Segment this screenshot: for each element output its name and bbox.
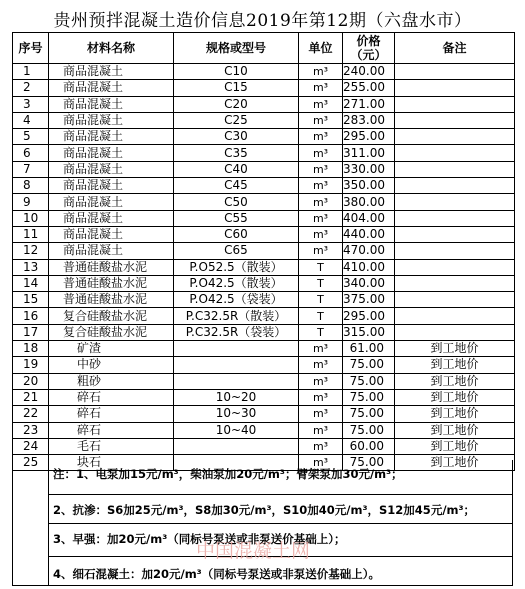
table-row [13, 389, 515, 405]
remark [395, 178, 515, 194]
price: 404.00 [343, 210, 395, 226]
table-row [13, 64, 515, 80]
specification: 10~40 [174, 422, 299, 438]
remark [395, 145, 515, 161]
remark: 到工地价 [395, 455, 515, 471]
specification: C35 [174, 145, 299, 161]
remark: 到工地价 [395, 357, 515, 373]
remark [395, 226, 515, 242]
row-number: 13 [13, 259, 49, 275]
price: 75.00 [343, 357, 395, 373]
remark [395, 259, 515, 275]
table-row [13, 129, 515, 145]
table-row [13, 145, 515, 161]
specification: C45 [174, 178, 299, 194]
table-row [13, 178, 515, 194]
remark: 到工地价 [395, 406, 515, 422]
row-number: 11 [13, 226, 49, 242]
row-number: 1 [13, 64, 49, 80]
notes-divider [48, 494, 513, 495]
row-number: 25 [13, 455, 49, 471]
remark: 到工地价 [395, 422, 515, 438]
specification: P.O52.5（散装） [174, 259, 299, 275]
price: 311.00 [343, 145, 395, 161]
price: 295.00 [343, 129, 395, 145]
table-row [13, 210, 515, 226]
unit: m³ [299, 194, 343, 210]
specification: P.O42.5（散装） [174, 275, 299, 291]
specification: C65 [174, 243, 299, 259]
unit: T [299, 275, 343, 291]
price: 240.00 [343, 64, 395, 80]
table-row [13, 161, 515, 177]
material-name: 商品混凝土 [49, 178, 174, 194]
row-number: 19 [13, 357, 49, 373]
specification: C15 [174, 80, 299, 96]
price: 60.00 [343, 438, 395, 454]
material-name: 毛石 [49, 438, 174, 454]
table-row [13, 308, 515, 324]
unit: T [299, 308, 343, 324]
specification [174, 357, 299, 373]
row-number: 15 [13, 292, 49, 308]
row-number: 8 [13, 178, 49, 194]
material-name: 矿渣 [49, 341, 174, 357]
material-name: 商品混凝土 [49, 243, 174, 259]
price-table [12, 32, 515, 471]
price: 75.00 [343, 389, 395, 405]
specification [174, 438, 299, 454]
row-number: 3 [13, 96, 49, 112]
material-name: 商品混凝土 [49, 145, 174, 161]
unit: m³ [299, 357, 343, 373]
table-row [13, 373, 515, 389]
material-name: 商品混凝土 [49, 161, 174, 177]
table-row [13, 226, 515, 242]
remark [395, 80, 515, 96]
unit: m³ [299, 80, 343, 96]
price: 380.00 [343, 194, 395, 210]
specification: 10~30 [174, 406, 299, 422]
note-fine-aggregate: 4、细石混凝土：加20元/m³（同标号泵送或非泵送价基础上）。 [53, 567, 380, 581]
material-name: 块石 [49, 455, 174, 471]
price: 440.00 [343, 226, 395, 242]
material-name: 商品混凝土 [49, 80, 174, 96]
table-row [13, 243, 515, 259]
table-row [13, 357, 515, 373]
material-name: 商品混凝土 [49, 210, 174, 226]
material-name: 商品混凝土 [49, 112, 174, 128]
specification: C50 [174, 194, 299, 210]
price: 340.00 [343, 275, 395, 291]
price: 470.00 [343, 243, 395, 259]
table-row [13, 438, 515, 454]
row-number: 14 [13, 275, 49, 291]
row-number: 24 [13, 438, 49, 454]
material-name: 商品混凝土 [49, 96, 174, 112]
table-body [13, 64, 515, 471]
price: 75.00 [343, 422, 395, 438]
table-row [13, 80, 515, 96]
unit: m³ [299, 210, 343, 226]
remark [395, 112, 515, 128]
row-number: 16 [13, 308, 49, 324]
remark: 到工地价 [395, 373, 515, 389]
material-name: 复合硅酸盐水泥 [49, 308, 174, 324]
row-number: 4 [13, 112, 49, 128]
unit: T [299, 324, 343, 340]
remark [395, 275, 515, 291]
header-price-line2: （元） [350, 48, 387, 62]
material-name: 普通硅酸盐水泥 [49, 259, 174, 275]
price: 271.00 [343, 96, 395, 112]
table-row [13, 96, 515, 112]
remark [395, 292, 515, 308]
specification: C30 [174, 129, 299, 145]
material-name: 商品混凝土 [49, 194, 174, 210]
material-name: 普通硅酸盐水泥 [49, 275, 174, 291]
table-row [13, 406, 515, 422]
specification: 10~20 [174, 389, 299, 405]
unit: m³ [299, 438, 343, 454]
price: 61.00 [343, 341, 395, 357]
specification [174, 373, 299, 389]
remark [395, 64, 515, 80]
material-name: 粗砂 [49, 373, 174, 389]
unit: m³ [299, 226, 343, 242]
table-row [13, 324, 515, 340]
material-name: 碎石 [49, 406, 174, 422]
note-impermeability: 2、抗渗：S6加25元/m³，S8加30元/m³，S10加40元/m³，S12加45元/m³； [53, 503, 476, 517]
table-header-row [13, 33, 515, 64]
row-number: 21 [13, 389, 49, 405]
unit: m³ [299, 422, 343, 438]
price: 375.00 [343, 292, 395, 308]
table-row [13, 422, 515, 438]
unit: m³ [299, 243, 343, 259]
specification: C55 [174, 210, 299, 226]
table-row [13, 112, 515, 128]
row-number: 7 [13, 161, 49, 177]
row-number: 18 [13, 341, 49, 357]
specification: P.C32.5R（散装） [174, 308, 299, 324]
row-number: 6 [13, 145, 49, 161]
header-price [343, 33, 395, 64]
specification [174, 341, 299, 357]
unit: m³ [299, 389, 343, 405]
remark: 到工地价 [395, 438, 515, 454]
remark: 到工地价 [395, 389, 515, 405]
row-number: 17 [13, 324, 49, 340]
specification: P.C32.5R（袋装） [174, 324, 299, 340]
unit: m³ [299, 64, 343, 80]
watermark-text: 中国混凝土网 [196, 540, 311, 562]
table-row [13, 259, 515, 275]
price: 315.00 [343, 324, 395, 340]
material-name: 中砂 [49, 357, 174, 373]
unit: m³ [299, 96, 343, 112]
price: 330.00 [343, 161, 395, 177]
header-note: 备注 [395, 33, 515, 64]
specification: P.O42.5（袋装） [174, 292, 299, 308]
row-number: 12 [13, 243, 49, 259]
remark [395, 308, 515, 324]
specification: C10 [174, 64, 299, 80]
note-pump-surcharge: 注：1、电泵加15元/m³，柴油泵加20元/m³；臂架泵加30元/m³； [53, 467, 403, 481]
material-name: 复合硅酸盐水泥 [49, 324, 174, 340]
unit: m³ [299, 455, 343, 471]
page-title: 贵州预拌混凝土造价信息2019年第12期（六盘水市） [53, 11, 472, 31]
row-number: 2 [13, 80, 49, 96]
price: 410.00 [343, 259, 395, 275]
unit: m³ [299, 145, 343, 161]
unit: T [299, 259, 343, 275]
remark: 到工地价 [395, 341, 515, 357]
row-number: 5 [13, 129, 49, 145]
unit: m³ [299, 406, 343, 422]
price: 283.00 [343, 112, 395, 128]
unit: m³ [299, 341, 343, 357]
row-number: 9 [13, 194, 49, 210]
header-no: 序号 [13, 33, 49, 64]
table-row [13, 194, 515, 210]
table-row [13, 341, 515, 357]
material-name: 商品混凝土 [49, 129, 174, 145]
material-name: 碎石 [49, 422, 174, 438]
price: 350.00 [343, 178, 395, 194]
remark [395, 194, 515, 210]
remark [395, 243, 515, 259]
row-number: 10 [13, 210, 49, 226]
material-name: 碎石 [49, 389, 174, 405]
material-name: 普通硅酸盐水泥 [49, 292, 174, 308]
specification: C40 [174, 161, 299, 177]
unit: T [299, 292, 343, 308]
row-number: 23 [13, 422, 49, 438]
unit: m³ [299, 178, 343, 194]
remark [395, 129, 515, 145]
remark [395, 324, 515, 340]
row-number: 22 [13, 406, 49, 422]
remark [395, 161, 515, 177]
table-row [13, 275, 515, 291]
notes-left-border [12, 460, 48, 586]
specification: C25 [174, 112, 299, 128]
unit: m³ [299, 161, 343, 177]
material-name: 商品混凝土 [49, 64, 174, 80]
header-spec: 规格或型号 [174, 33, 299, 64]
table-row [13, 292, 515, 308]
material-name: 商品混凝土 [49, 226, 174, 242]
row-number: 20 [13, 373, 49, 389]
price: 75.00 [343, 373, 395, 389]
price: 255.00 [343, 80, 395, 96]
notes-divider [48, 523, 513, 524]
note-early-strength: 3、早强：加20元/m³（同标号泵送或非泵送价基础上）； [53, 532, 346, 546]
remark [395, 96, 515, 112]
price: 75.00 [343, 406, 395, 422]
price: 295.00 [343, 308, 395, 324]
remark [395, 210, 515, 226]
specification: C60 [174, 226, 299, 242]
unit: m³ [299, 129, 343, 145]
unit: m³ [299, 373, 343, 389]
price: 75.00 [343, 455, 395, 471]
header-unit: 单位 [299, 33, 343, 64]
header-name: 材料名称 [49, 33, 174, 64]
unit: m³ [299, 112, 343, 128]
specification: C20 [174, 96, 299, 112]
header-price-line1: 价格 [356, 34, 381, 48]
